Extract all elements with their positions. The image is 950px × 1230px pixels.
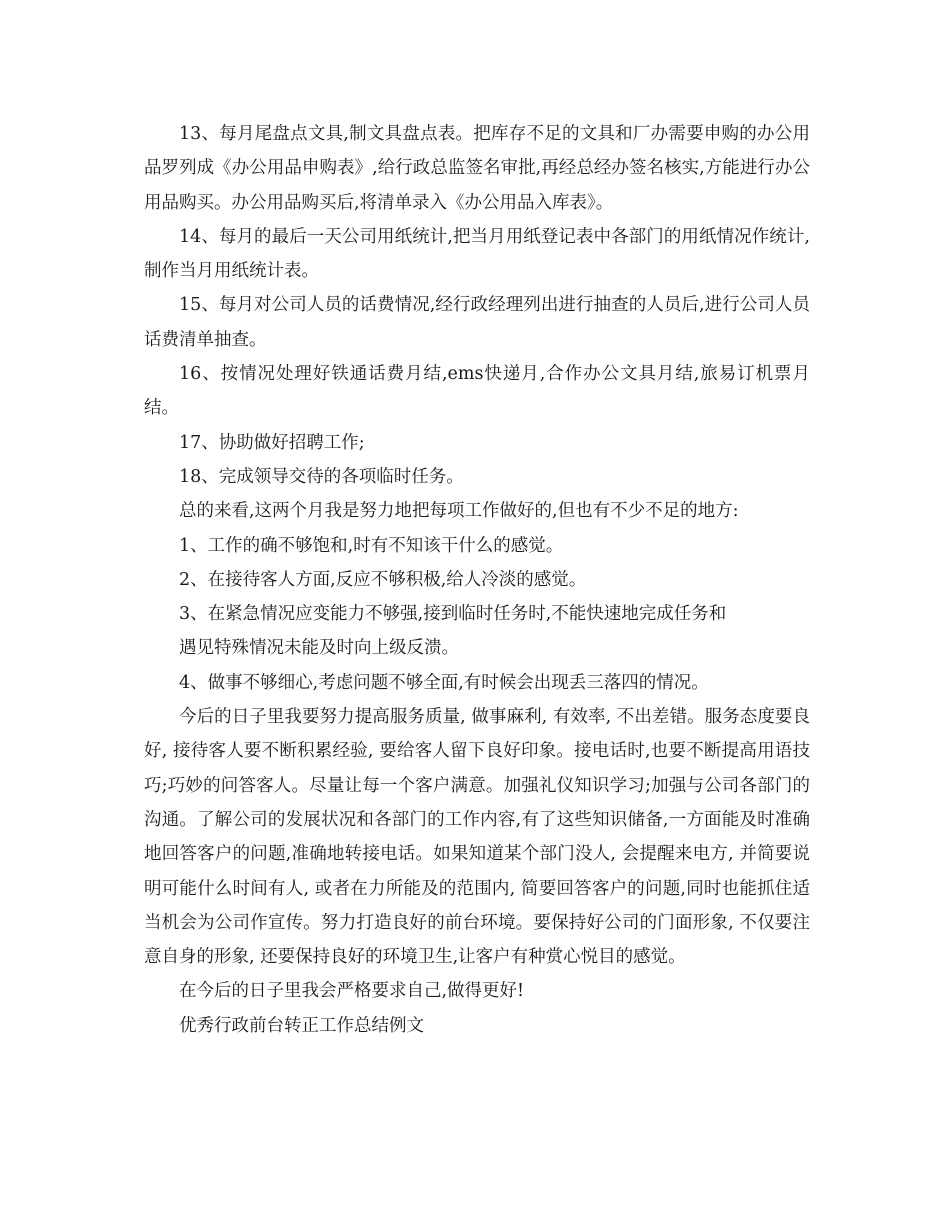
paragraph-closing: 在今后的日子里我会严格要求自己,做得更好! [179, 981, 525, 1002]
paragraph-item-15: 15、每月对公司人员的话费情况,经行政经理列出进行抽查的人员后,进行公司人员话费清单抽查。 [144, 295, 810, 350]
paragraph-item-14: 14、每月的最后一天公司用纸统计,把当月用纸登记表中各部门的用纸情况作统计,制作当月用纸统计表。 [144, 226, 810, 282]
paragraph-shortcoming-4: 4、做事不够细心,考虑问题不够全面,有时候会出现丢三落四的情况。 [179, 672, 709, 693]
paragraph-item-16: 16、按情况处理好铁通话费月结,ems快递月,合作办公文具月结,旅易订机票月结。 [144, 364, 810, 419]
paragraph-item-17: 17、协助做好招聘工作; [179, 432, 365, 453]
paragraph-shortcoming-3: 3、在紧急情况应变能力不够强,接到临时任务时,不能快速地完成任务和 [179, 604, 727, 625]
paragraph-item-18: 18、完成领导交待的各项临时任务。 [179, 466, 464, 487]
paragraph-future-plan: 今后的日子里我要努力提高服务质量, 做事麻利, 有效率, 不出差错。服务态度要良好, 接待客人要不断积累经验, 要给客人留下良好印象。接电话时,也要不断提高用语技巧;巧妙的问答客人。尽量让每一个客户满意。加强礼仪知识学习;加强与公司各部门的沟通。了解公司的发展状况和各部门的工作内容,有了这些知识储备,一方面能及时准确地回答客户的问题,准确地转接电话。如果知道某个部门没人, 会提醒来电方, 并简要说明可能什么时间有人, 或者在力所能及的范围内, 简要回答客户的问题,同时也能抓住适当机会为公司作宣传。努力打造良好的前台环境。要保持好公司的门面形象, 不仅要注意自身的形象, 还要保持良好的环境卫生,让客户有种赏心悦目的感觉。 [144, 707, 810, 968]
paragraph-shortcoming-3-continued: 遇见特殊情况未能及时向上级反溃。 [179, 638, 459, 659]
next-article-title: 优秀行政前台转正工作总结例文 [179, 1015, 424, 1036]
paragraph-item-13: 13、每月尾盘点文具,制文具盘点表。把库存不足的文具和厂办需要申购的办公用品罗列成《办公用品申购表》,给行政总监签名审批,再经总经办签名核实,方能进行办公用品购买。办公用品购买后,将清单录入《办公用品入库表》。 [144, 124, 810, 213]
paragraph-shortcoming-1: 1、工作的确不够饱和,时有不知该干什么的感觉。 [179, 535, 564, 556]
document-body [144, 117, 810, 1043]
paragraph-summary-intro: 总的来看,这两个月我是努力地把每项工作做好的,但也有不少不足的地方: [179, 501, 739, 522]
paragraph-shortcoming-2: 2、在接待客人方面,反应不够积极,给人冷淡的感觉。 [179, 569, 587, 590]
